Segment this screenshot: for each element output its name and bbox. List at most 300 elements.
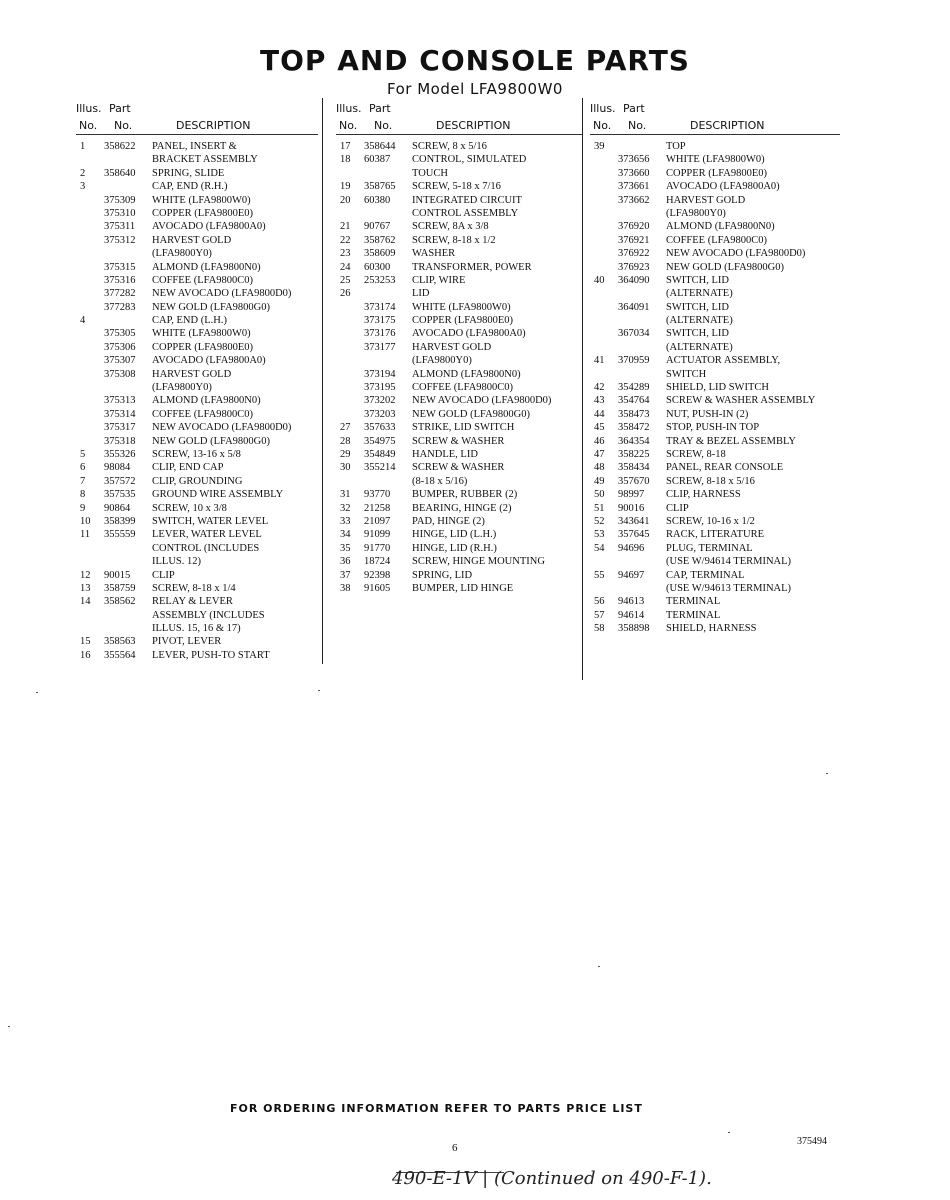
part-number: 375305 bbox=[104, 328, 136, 340]
part-row bbox=[590, 555, 840, 568]
part-number: 375314 bbox=[104, 408, 136, 420]
header-illus-no: No. bbox=[339, 119, 358, 132]
part-number: 60387 bbox=[364, 154, 391, 166]
illus-number: 40 bbox=[594, 274, 605, 286]
part-row bbox=[76, 341, 318, 354]
part-number: 354764 bbox=[618, 395, 650, 407]
part-row bbox=[336, 194, 582, 207]
part-number: 377283 bbox=[104, 301, 136, 313]
part-row bbox=[590, 381, 840, 394]
part-row bbox=[590, 247, 840, 260]
part-row bbox=[76, 327, 318, 340]
part-number: 357535 bbox=[104, 489, 136, 501]
part-number: 375316 bbox=[104, 274, 136, 286]
part-row bbox=[590, 287, 840, 300]
part-row bbox=[590, 448, 840, 461]
illus-number: 30 bbox=[340, 462, 351, 474]
scan-speck bbox=[598, 966, 600, 967]
illus-number: 42 bbox=[594, 382, 605, 394]
part-description: SWITCH, LID bbox=[666, 328, 729, 340]
part-row bbox=[336, 368, 582, 381]
part-number: 253253 bbox=[364, 274, 396, 286]
part-description: CLIP, WIRE bbox=[412, 274, 466, 286]
part-description: BRACKET ASSEMBLY bbox=[152, 154, 258, 166]
part-number: 375317 bbox=[104, 422, 136, 434]
part-description: HARVEST GOLD bbox=[666, 194, 746, 206]
part-number: 358225 bbox=[618, 448, 650, 460]
part-number: 355564 bbox=[104, 649, 136, 661]
part-row bbox=[336, 261, 582, 274]
part-number: 375311 bbox=[104, 221, 136, 233]
part-row bbox=[590, 207, 840, 220]
illus-number: 18 bbox=[340, 154, 351, 166]
part-row bbox=[76, 394, 318, 407]
part-description: LEVER, WATER LEVEL bbox=[152, 529, 262, 541]
part-row bbox=[336, 394, 582, 407]
part-row bbox=[76, 220, 318, 233]
part-description: SCREW, 8-18 x 1/4 bbox=[152, 582, 236, 594]
part-description: ALMOND (LFA9800N0) bbox=[412, 368, 521, 380]
part-row bbox=[590, 421, 840, 434]
part-row bbox=[590, 408, 840, 421]
part-description: SCREW & WASHER bbox=[412, 462, 505, 474]
part-description: ILLUS. 12) bbox=[152, 556, 201, 568]
part-description: (LFA9800Y0) bbox=[666, 207, 726, 219]
part-description: SHIELD, LID SWITCH bbox=[666, 382, 769, 394]
illus-number: 56 bbox=[594, 596, 605, 608]
column-header bbox=[76, 98, 318, 140]
part-row bbox=[336, 555, 582, 568]
header-rule bbox=[336, 134, 582, 135]
part-row bbox=[76, 381, 318, 394]
part-description: SCREW, 10 x 3/8 bbox=[152, 502, 227, 514]
part-row bbox=[76, 368, 318, 381]
header-part: Part bbox=[369, 102, 391, 115]
part-description: ALMOND (LFA9800N0) bbox=[152, 261, 261, 273]
illus-number: 45 bbox=[594, 422, 605, 434]
part-row bbox=[76, 140, 318, 153]
part-description: CAP, END (L.H.) bbox=[152, 315, 227, 327]
part-number: 93770 bbox=[364, 489, 391, 501]
part-row bbox=[336, 528, 582, 541]
part-description: WHITE (LFA9800W0) bbox=[152, 194, 251, 206]
part-description: TERMINAL bbox=[666, 609, 721, 621]
header-illus: Illus. bbox=[590, 102, 616, 115]
illus-number: 3 bbox=[80, 181, 86, 193]
part-number: 358640 bbox=[104, 167, 136, 179]
part-number: 373661 bbox=[618, 181, 650, 193]
part-description: BUMPER, RUBBER (2) bbox=[412, 489, 518, 501]
header-illus-no: No. bbox=[593, 119, 612, 132]
part-description: WHITE (LFA9800W0) bbox=[152, 328, 251, 340]
part-row bbox=[76, 515, 318, 528]
part-row bbox=[76, 153, 318, 166]
part-description: PIVOT, LEVER bbox=[152, 636, 222, 648]
part-row bbox=[336, 381, 582, 394]
part-row bbox=[336, 502, 582, 515]
part-row bbox=[590, 194, 840, 207]
part-row bbox=[76, 555, 318, 568]
part-number: 377282 bbox=[104, 288, 136, 300]
illus-number: 24 bbox=[340, 261, 351, 273]
header-part: Part bbox=[623, 102, 645, 115]
illus-number: 2 bbox=[80, 167, 86, 179]
part-description: SHIELD, HARNESS bbox=[666, 623, 757, 635]
illus-number: 55 bbox=[594, 569, 605, 581]
illus-number: 50 bbox=[594, 489, 605, 501]
part-number: 21258 bbox=[364, 502, 391, 514]
part-description: TERMINAL bbox=[666, 596, 721, 608]
illus-number: 10 bbox=[80, 515, 91, 527]
part-row bbox=[590, 354, 840, 367]
part-row bbox=[590, 301, 840, 314]
scan-speck bbox=[8, 1026, 10, 1027]
illus-number: 44 bbox=[594, 408, 605, 420]
header-description: DESCRIPTION bbox=[176, 119, 251, 132]
illus-number: 15 bbox=[80, 636, 91, 648]
illus-number: 12 bbox=[80, 569, 91, 581]
column-header bbox=[590, 98, 840, 140]
part-number: 98084 bbox=[104, 462, 131, 474]
header-part-no: No. bbox=[628, 119, 647, 132]
part-row bbox=[336, 180, 582, 193]
part-description: PLUG, TERMINAL bbox=[666, 542, 753, 554]
part-row bbox=[76, 207, 318, 220]
illus-number: 1 bbox=[80, 141, 86, 152]
illus-number: 20 bbox=[340, 194, 351, 206]
part-row bbox=[76, 435, 318, 448]
part-row bbox=[590, 595, 840, 608]
part-number: 375308 bbox=[104, 368, 136, 380]
part-row bbox=[76, 408, 318, 421]
part-number: 94614 bbox=[618, 609, 645, 621]
part-number: 357572 bbox=[104, 475, 136, 487]
part-number: 367034 bbox=[618, 328, 650, 340]
column-divider bbox=[582, 98, 583, 680]
part-row bbox=[336, 582, 582, 595]
part-row bbox=[590, 528, 840, 541]
part-number: 358562 bbox=[104, 596, 136, 608]
part-description: HINGE, LID (R.H.) bbox=[412, 542, 497, 554]
part-number: 21097 bbox=[364, 515, 391, 527]
part-number: 364354 bbox=[618, 435, 650, 447]
part-number: 375318 bbox=[104, 435, 136, 447]
part-description: HARVEST GOLD bbox=[152, 234, 232, 246]
part-number: 373175 bbox=[364, 315, 396, 327]
header-illus: Illus. bbox=[336, 102, 362, 115]
part-row bbox=[336, 301, 582, 314]
illus-number: 7 bbox=[80, 475, 86, 487]
part-number: 358563 bbox=[104, 636, 136, 648]
part-description: SWITCH, LID bbox=[666, 274, 729, 286]
part-description: GROUND WIRE ASSEMBLY bbox=[152, 489, 284, 501]
part-row bbox=[590, 542, 840, 555]
model-subtitle: For Model LFA9800W0 bbox=[387, 80, 563, 98]
part-row bbox=[76, 649, 318, 662]
part-number: 90767 bbox=[364, 221, 391, 233]
part-number: 98997 bbox=[618, 489, 645, 501]
parts-column-2 bbox=[336, 98, 582, 595]
part-number: 373656 bbox=[618, 154, 650, 166]
part-row bbox=[590, 461, 840, 474]
page-title: TOP AND CONSOLE PARTS bbox=[260, 44, 690, 77]
part-description: RELAY & LEVER bbox=[152, 596, 233, 608]
part-description: SCREW, HINGE MOUNTING bbox=[412, 556, 545, 568]
part-number: 92398 bbox=[364, 569, 391, 581]
part-number: 90864 bbox=[104, 502, 131, 514]
part-description: SCREW & WASHER bbox=[412, 435, 505, 447]
part-row bbox=[336, 461, 582, 474]
part-number: 373174 bbox=[364, 301, 396, 313]
part-description: CLIP bbox=[152, 569, 175, 581]
part-number: 94697 bbox=[618, 569, 645, 581]
part-description: SPRING, SLIDE bbox=[152, 167, 225, 179]
part-row bbox=[336, 167, 582, 180]
illus-number: 5 bbox=[80, 448, 86, 460]
part-number: 357633 bbox=[364, 422, 396, 434]
header-rule bbox=[590, 134, 840, 135]
part-row bbox=[76, 194, 318, 207]
part-description: ILLUS. 15, 16 & 17) bbox=[152, 623, 241, 635]
part-row bbox=[76, 528, 318, 541]
illus-number: 52 bbox=[594, 515, 605, 527]
part-row bbox=[590, 488, 840, 501]
part-description: COFFEE (LFA9800C0) bbox=[412, 382, 514, 394]
part-row bbox=[590, 167, 840, 180]
part-description: CLIP bbox=[666, 502, 689, 514]
part-number: 375307 bbox=[104, 355, 136, 367]
part-number: 373176 bbox=[364, 328, 396, 340]
part-description: SCREW, 8-18 x 1/2 bbox=[412, 234, 496, 246]
part-number: 94696 bbox=[618, 542, 645, 554]
part-number: 343641 bbox=[618, 515, 650, 527]
part-description: (LFA9800Y0) bbox=[152, 248, 212, 260]
part-number: 357645 bbox=[618, 529, 650, 541]
illus-number: 6 bbox=[80, 462, 86, 474]
part-row bbox=[590, 327, 840, 340]
part-row bbox=[336, 515, 582, 528]
part-number: 91770 bbox=[364, 542, 391, 554]
part-row bbox=[76, 595, 318, 608]
illus-number: 46 bbox=[594, 435, 605, 447]
header-part-no: No. bbox=[374, 119, 393, 132]
part-description: CAP, END (R.H.) bbox=[152, 181, 228, 193]
part-row bbox=[336, 153, 582, 166]
part-description: CAP, TERMINAL bbox=[666, 569, 745, 581]
part-number: 376921 bbox=[618, 234, 650, 246]
part-description: COFFEE (LFA9800C0) bbox=[152, 408, 254, 420]
part-number: 358399 bbox=[104, 515, 136, 527]
illus-number: 13 bbox=[80, 582, 91, 594]
illus-number: 36 bbox=[340, 556, 351, 568]
part-number: 375309 bbox=[104, 194, 136, 206]
part-number: 373194 bbox=[364, 368, 396, 380]
part-row bbox=[336, 140, 582, 153]
part-number: 355214 bbox=[364, 462, 396, 474]
part-row bbox=[76, 301, 318, 314]
part-description: LEVER, PUSH-TO START bbox=[152, 649, 270, 661]
illus-number: 51 bbox=[594, 502, 605, 514]
part-number: 90016 bbox=[618, 502, 645, 514]
part-description: NUT, PUSH-IN (2) bbox=[666, 408, 749, 420]
part-row bbox=[590, 569, 840, 582]
illus-number: 28 bbox=[340, 435, 351, 447]
part-description: NEW GOLD (LFA9800G0) bbox=[412, 408, 531, 420]
handwritten-note: 490-E-1V | (Continued on 490-F-1). bbox=[392, 1168, 712, 1189]
part-description: WHITE (LFA9800W0) bbox=[666, 154, 765, 166]
parts-column-3 bbox=[590, 98, 840, 635]
part-description: AVOCADO (LFA9800A0) bbox=[152, 221, 266, 233]
part-row bbox=[590, 153, 840, 166]
part-row bbox=[590, 341, 840, 354]
part-number: 373202 bbox=[364, 395, 396, 407]
part-description: NEW GOLD (LFA9800G0) bbox=[152, 435, 271, 447]
part-row bbox=[76, 542, 318, 555]
illus-number: 32 bbox=[340, 502, 351, 514]
part-number: 376922 bbox=[618, 248, 650, 260]
part-number: 358609 bbox=[364, 248, 396, 260]
part-description: SWITCH, WATER LEVEL bbox=[152, 515, 269, 527]
part-description: STRIKE, LID SWITCH bbox=[412, 422, 515, 434]
part-row bbox=[76, 502, 318, 515]
part-row bbox=[590, 180, 840, 193]
part-row bbox=[76, 461, 318, 474]
part-description: HANDLE, LID bbox=[412, 448, 478, 460]
part-row bbox=[590, 502, 840, 515]
part-description: CLIP, GROUNDING bbox=[152, 475, 243, 487]
part-description: HARVEST GOLD bbox=[412, 341, 492, 353]
part-description: WHITE (LFA9800W0) bbox=[412, 301, 511, 313]
part-description: TRAY & BEZEL ASSEMBLY bbox=[666, 435, 796, 447]
illus-number: 53 bbox=[594, 529, 605, 541]
illus-number: 31 bbox=[340, 489, 351, 501]
part-description: COPPER (LFA9800E0) bbox=[152, 341, 254, 353]
part-description: (ALTERNATE) bbox=[666, 341, 733, 353]
part-row bbox=[336, 287, 582, 300]
part-row bbox=[76, 582, 318, 595]
illus-number: 38 bbox=[340, 582, 351, 594]
part-description: NEW AVOCADO (LFA9800D0) bbox=[152, 422, 292, 434]
part-row bbox=[336, 341, 582, 354]
scan-speck bbox=[36, 692, 38, 693]
part-number: 375313 bbox=[104, 395, 136, 407]
illus-number: 29 bbox=[340, 448, 351, 460]
part-row bbox=[336, 569, 582, 582]
parts-list bbox=[76, 140, 318, 662]
part-description: (ALTERNATE) bbox=[666, 315, 733, 327]
part-number: 376920 bbox=[618, 221, 650, 233]
column-header bbox=[336, 98, 582, 140]
part-description: ALMOND (LFA9800N0) bbox=[666, 221, 775, 233]
part-number: 364090 bbox=[618, 274, 650, 286]
part-number: 358898 bbox=[618, 623, 650, 635]
part-description: WASHER bbox=[412, 248, 456, 260]
part-number: 355559 bbox=[104, 529, 136, 541]
part-row bbox=[336, 207, 582, 220]
part-number: 376923 bbox=[618, 261, 650, 273]
illus-number: 48 bbox=[594, 462, 605, 474]
part-number: 375306 bbox=[104, 341, 136, 353]
part-row bbox=[590, 368, 840, 381]
part-number: 94613 bbox=[618, 596, 645, 608]
part-number: 60380 bbox=[364, 194, 391, 206]
part-row bbox=[590, 314, 840, 327]
header-part-no: No. bbox=[114, 119, 133, 132]
part-row bbox=[76, 475, 318, 488]
part-row bbox=[590, 394, 840, 407]
illus-number: 4 bbox=[80, 315, 86, 327]
part-row bbox=[590, 234, 840, 247]
part-row bbox=[336, 435, 582, 448]
part-description: STOP, PUSH-IN TOP bbox=[666, 422, 760, 434]
illus-number: 47 bbox=[594, 448, 605, 460]
part-description: NEW AVOCADO (LFA9800D0) bbox=[412, 395, 552, 407]
part-number: 373662 bbox=[618, 194, 650, 206]
part-number: 373177 bbox=[364, 341, 396, 353]
part-description: TOP bbox=[666, 141, 686, 152]
part-number: 90015 bbox=[104, 569, 131, 581]
ordering-footer: FOR ORDERING INFORMATION REFER TO PARTS PRICE LIST bbox=[230, 1102, 643, 1115]
part-description: SPRING, LID bbox=[412, 569, 473, 581]
part-row bbox=[76, 261, 318, 274]
part-description: CONTROL, SIMULATED bbox=[412, 154, 527, 166]
part-row bbox=[336, 542, 582, 555]
part-number: 370959 bbox=[618, 355, 650, 367]
part-number: 375315 bbox=[104, 261, 136, 273]
illus-number: 17 bbox=[340, 141, 351, 152]
part-description: (8-18 x 5/16) bbox=[412, 475, 468, 487]
part-description: SCREW, 5-18 x 7/16 bbox=[412, 181, 501, 193]
illus-number: 22 bbox=[340, 234, 351, 246]
part-number: 375310 bbox=[104, 207, 136, 219]
scan-speck bbox=[318, 690, 320, 691]
part-row bbox=[590, 475, 840, 488]
part-description: BUMPER, LID HINGE bbox=[412, 582, 514, 594]
illus-number: 11 bbox=[80, 529, 91, 541]
part-number: 18724 bbox=[364, 556, 391, 568]
part-description: (USE W/94614 TERMINAL) bbox=[666, 556, 792, 568]
part-description: COFFEE (LFA9800C0) bbox=[666, 234, 768, 246]
part-row bbox=[76, 569, 318, 582]
part-row bbox=[590, 609, 840, 622]
part-row bbox=[336, 475, 582, 488]
part-number: 358472 bbox=[618, 422, 650, 434]
part-number: 358759 bbox=[104, 582, 136, 594]
part-row bbox=[336, 421, 582, 434]
part-description: COPPER (LFA9800E0) bbox=[412, 315, 514, 327]
part-number: 354849 bbox=[364, 448, 396, 460]
part-row bbox=[336, 247, 582, 260]
part-row bbox=[76, 448, 318, 461]
column-divider bbox=[322, 98, 323, 664]
part-description: SCREW, 8-18 x 5/16 bbox=[666, 475, 755, 487]
part-description: (LFA9800Y0) bbox=[152, 382, 212, 394]
header-illus: Illus. bbox=[76, 102, 102, 115]
illus-number: 21 bbox=[340, 221, 351, 233]
part-number: 355326 bbox=[104, 448, 136, 460]
part-row bbox=[76, 274, 318, 287]
part-description: CLIP, END CAP bbox=[152, 462, 224, 474]
scan-speck bbox=[728, 1132, 730, 1133]
illus-number: 27 bbox=[340, 422, 351, 434]
part-row bbox=[336, 408, 582, 421]
part-description: NEW GOLD (LFA9800G0) bbox=[666, 261, 785, 273]
part-row bbox=[590, 140, 840, 153]
part-description: PAD, HINGE (2) bbox=[412, 515, 485, 527]
part-description: INTEGRATED CIRCUIT bbox=[412, 194, 522, 206]
part-description: RACK, LITERATURE bbox=[666, 529, 764, 541]
parts-list bbox=[590, 140, 840, 635]
